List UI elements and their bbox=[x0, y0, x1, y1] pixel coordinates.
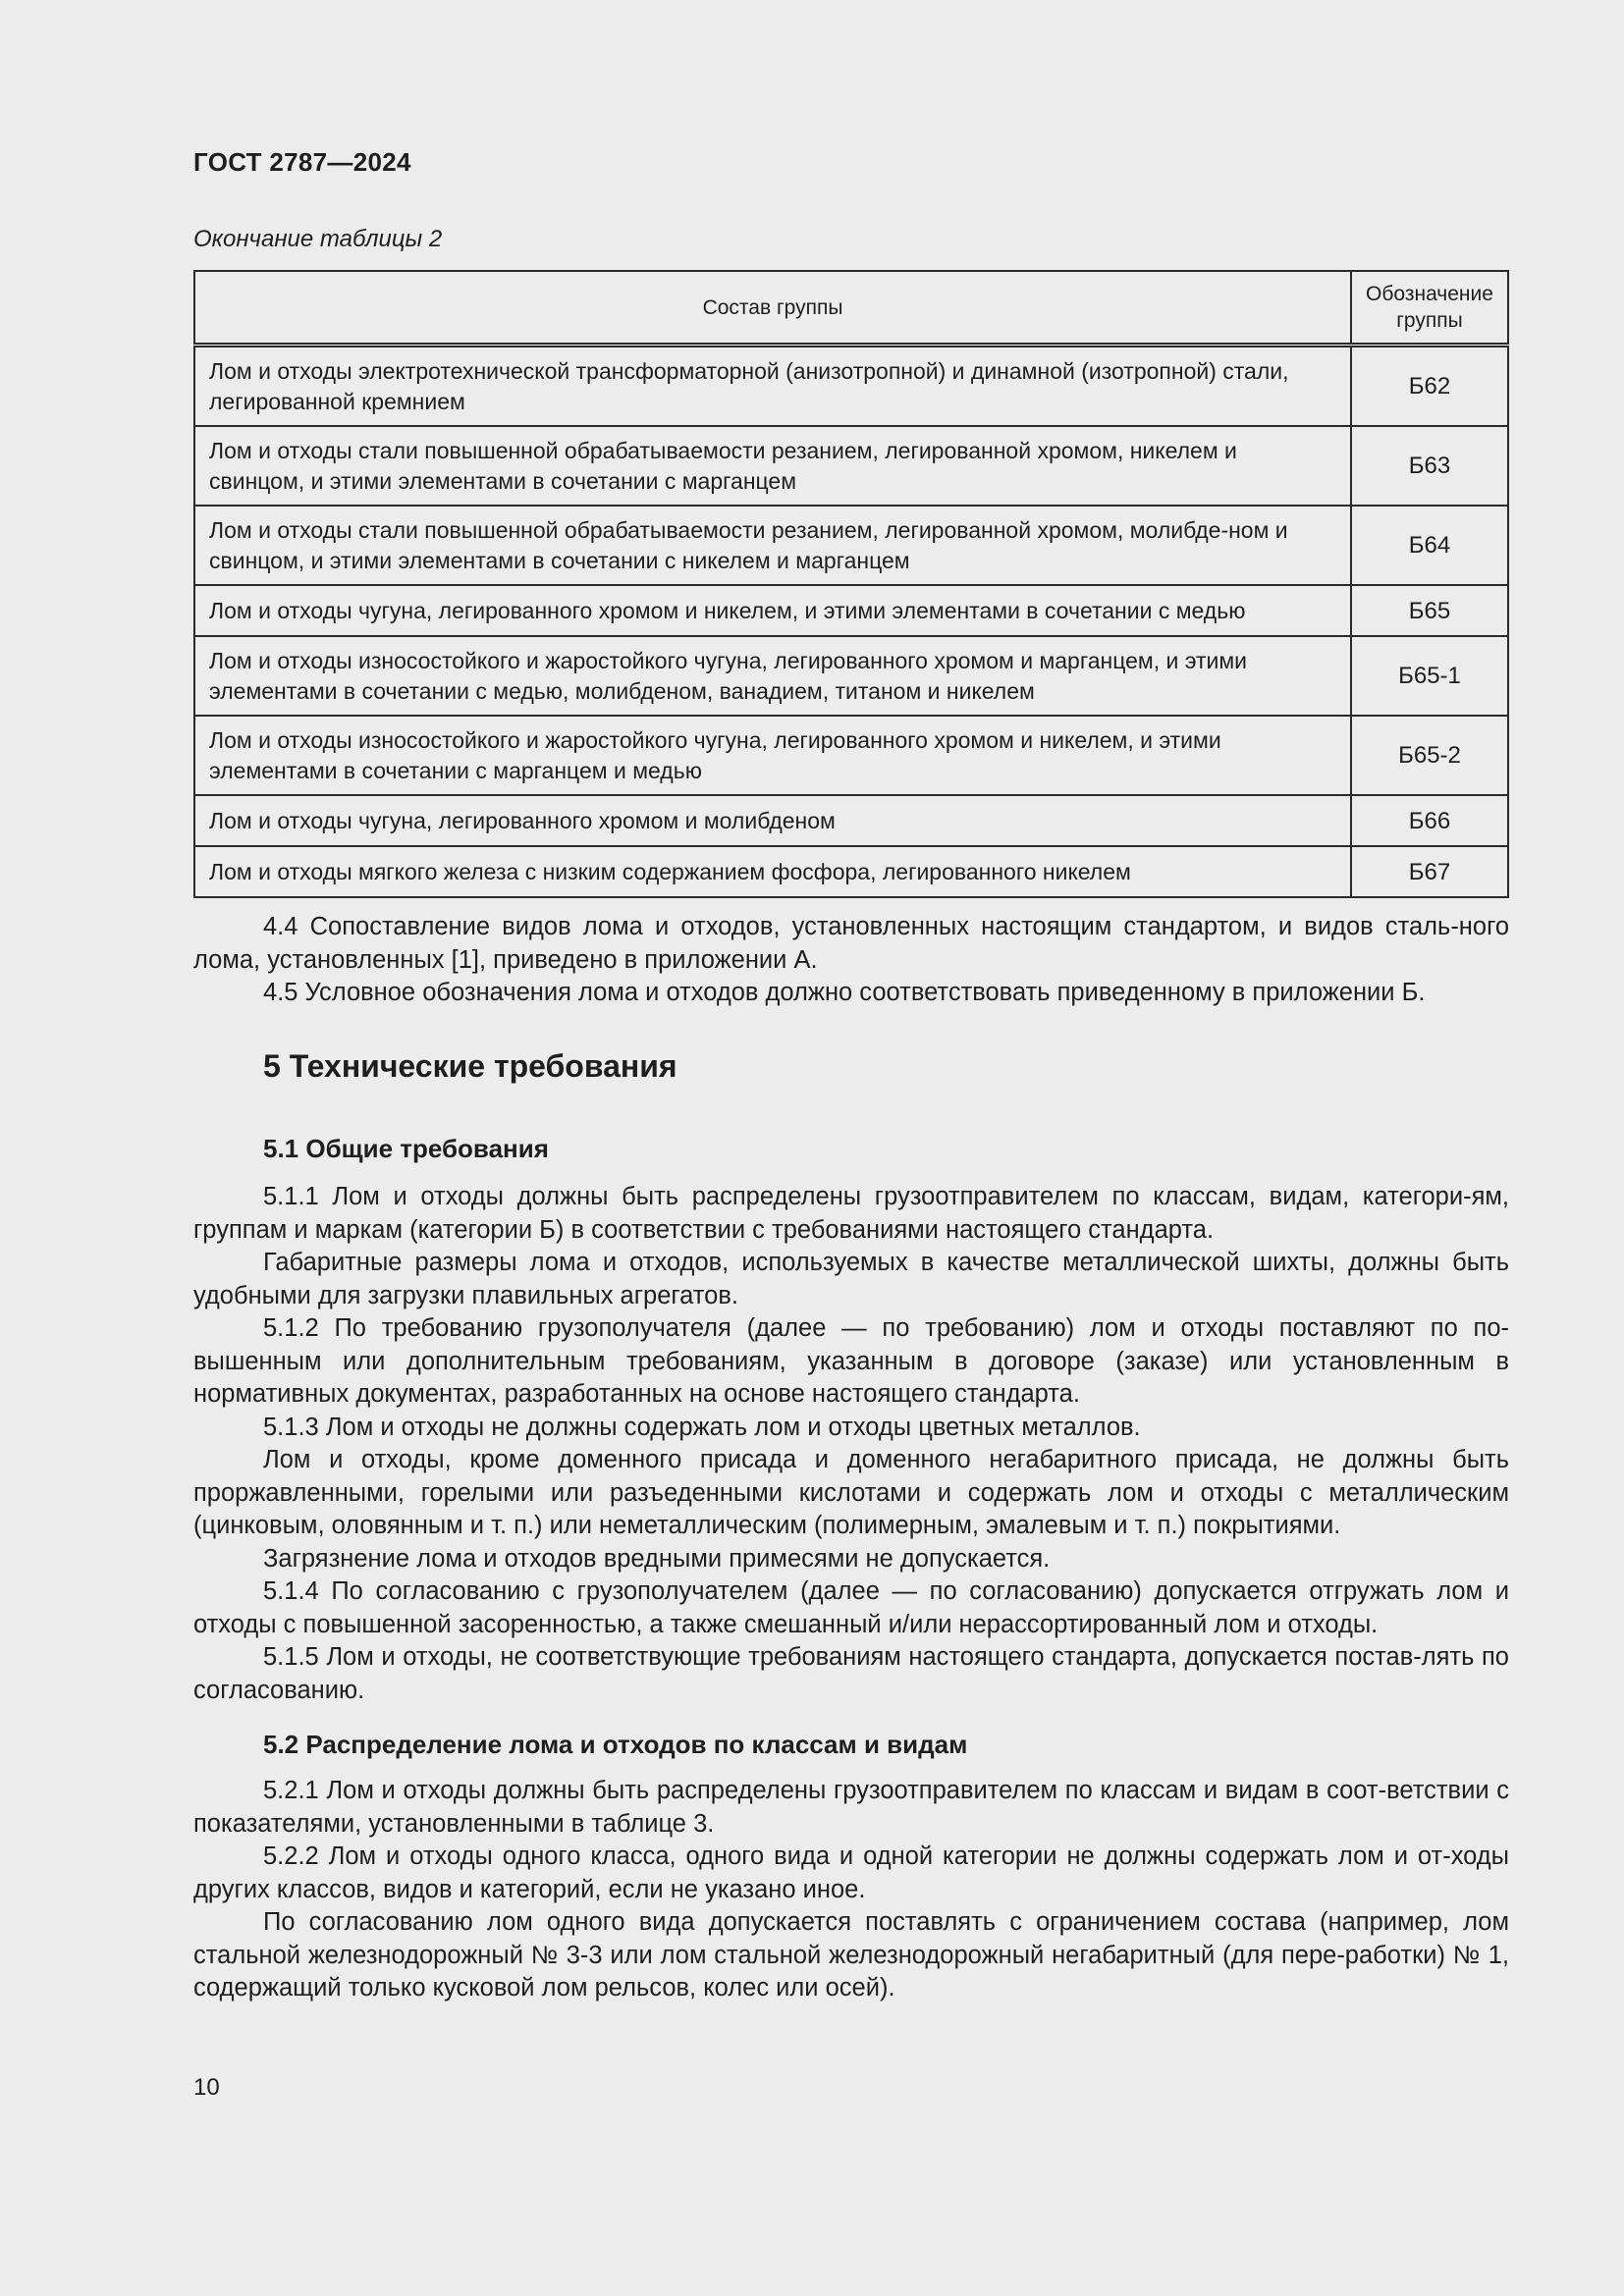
group-code-cell: Б62 bbox=[1351, 346, 1508, 427]
table-row bbox=[194, 716, 1508, 795]
table-header-row bbox=[194, 271, 1508, 346]
paragraph: 5.2.2 Лом и отходы одного класса, одного вида и одной категории не должны содержать лом и от-ходы других классов, видов и категорий, если не указано иное. bbox=[193, 1842, 1509, 1903]
composition-cell: Лом и отходы износостойкого и жаростойкого чугуна, легированного хромом и марганцем, и этими элементами в сочетании с медью, молибденом, ванадием, титаном и никелем bbox=[194, 636, 1351, 716]
paragraph: Лом и отходы, кроме доменного присада и доменного негабаритного присада, не должны быть проржавленными, горелыми или разъеденными кислотами и содержать лом и отходы с металлическим (цинковым, оловянным и т. п.) или неметаллическим (полимерным, эмалевым и т. п.) покрытиями. bbox=[193, 1446, 1509, 1539]
composition-cell: Лом и отходы электротехнической трансформаторной (анизотропной) и динамной (изотропной) стали, легированной кремнием bbox=[194, 346, 1351, 427]
table-row bbox=[194, 506, 1508, 585]
group-code-cell: Б65-1 bbox=[1351, 636, 1508, 716]
group-code-cell: Б64 bbox=[1351, 506, 1508, 585]
table-row bbox=[194, 426, 1508, 506]
paragraph: Габаритные размеры лома и отходов, используемых в качестве металлической шихты, должны быть удобными для загрузки плавильных агрегатов. bbox=[193, 1249, 1509, 1309]
composition-cell: Лом и отходы износостойкого и жаростойкого чугуна, легированного хромом и никелем, и этими элементами в сочетании с марганцем и медью bbox=[194, 716, 1351, 795]
paragraph: 5.1.1 Лом и отходы должны быть распределены грузоотправителем по классам, видам, категори-ям, группам и маркам (категории Б) в соответствии с требованиями настоящего стандарта. bbox=[193, 1183, 1509, 1244]
paragraph: 4.4 Сопоставление видов лома и отходов, установленных настоящим стандартом, и видов сталь-ного лома, установленных [1], приведено в приложении А. bbox=[193, 913, 1509, 974]
group-code-cell: Б63 bbox=[1351, 426, 1508, 506]
paragraph: 5.2.1 Лом и отходы должны быть распределены грузоотправителем по классам и видам в соот-ветствии с показателями, установленными в таблице 3. bbox=[193, 1777, 1509, 1838]
paragraph: 5.1.3 Лом и отходы не должны содержать лом и отходы цветных металлов. bbox=[263, 1413, 1141, 1441]
table-row bbox=[194, 585, 1508, 636]
composition-cell: Лом и отходы мягкого железа с низким содержанием фосфора, легированного никелем bbox=[194, 846, 1351, 897]
composition-cell: Лом и отходы стали повышенной обрабатываемости резанием, легированной хромом, никелем и свинцом, и этими элементами в сочетании с марганцем bbox=[194, 426, 1351, 506]
paragraph: 5.1.5 Лом и отходы, не соответствующие требованиям настоящего стандарта, допускается постав-лять по согласованию. bbox=[193, 1643, 1509, 1704]
table-row bbox=[194, 846, 1508, 897]
table-row bbox=[194, 346, 1508, 427]
paragraph: 5.1.2 По требованию грузополучателя (далее — по требованию) лом и отходы поставляют по по-вышенным или дополнительным требованиям, указанным в договоре (заказе) или установленным в нормативных документах, разработанных на основе настоящего стандарта. bbox=[193, 1314, 1509, 1408]
section-5-heading: 5 Технические требования bbox=[263, 1048, 677, 1084]
subsection-5-2-heading: 5.2 Распределение лома и отходов по классам и видам bbox=[263, 1730, 968, 1759]
section-4-text bbox=[193, 911, 1509, 1010]
page-number: 10 bbox=[193, 2074, 220, 2101]
composition-cell: Лом и отходы стали повышенной обрабатываемости резанием, легированной хромом, молибде-ном и свинцом, и этими элементами в сочетании с никелем и марганцем bbox=[194, 506, 1351, 585]
group-code-cell: Б66 bbox=[1351, 795, 1508, 846]
paragraph: Загрязнение лома и отходов вредными примесями не допускается. bbox=[263, 1544, 1051, 1573]
table-row bbox=[194, 636, 1508, 716]
table-caption: Окончание таблицы 2 bbox=[193, 226, 443, 252]
composition-cell: Лом и отходы чугуна, легированного хромом и никелем, и этими элементами в сочетании с медью bbox=[194, 585, 1351, 636]
group-table bbox=[193, 270, 1509, 898]
column-header-code: Обозначение группы bbox=[1351, 271, 1508, 346]
group-code-cell: Б65 bbox=[1351, 585, 1508, 636]
subsection-5-1-heading: 5.1 Общие требования bbox=[263, 1134, 549, 1163]
group-code-cell: Б65-2 bbox=[1351, 716, 1508, 795]
paragraph: 4.5 Условное обозначения лома и отходов должно соответствовать приведенному в приложении Б. bbox=[263, 979, 1426, 1006]
composition-cell: Лом и отходы чугуна, легированного хромом и молибденом bbox=[194, 795, 1351, 846]
subsection-5-1-text bbox=[193, 1181, 1509, 1707]
paragraph: 5.1.4 По согласованию с грузополучателем (далее — по согласованию) допускается отгружать лом и отходы с повышенной засоренностью, а также смешанный и/или нерассортированный лом и отходы. bbox=[193, 1577, 1509, 1638]
document-header: ГОСТ 2787—2024 bbox=[193, 147, 411, 177]
table-row bbox=[194, 795, 1508, 846]
paragraph: По согласованию лом одного вида допускается поставлять с ограничением состава (например, лом стальной железнодорожный № 3-3 или лом стальной железнодорожный негабаритный (для пере-работки) № 1, содержащий только кусковой лом рельсов, колес или осей). bbox=[193, 1908, 1509, 2002]
subsection-5-2-text bbox=[193, 1775, 1509, 2005]
group-code-cell: Б67 bbox=[1351, 846, 1508, 897]
column-header-composition: Состав группы bbox=[194, 271, 1351, 346]
